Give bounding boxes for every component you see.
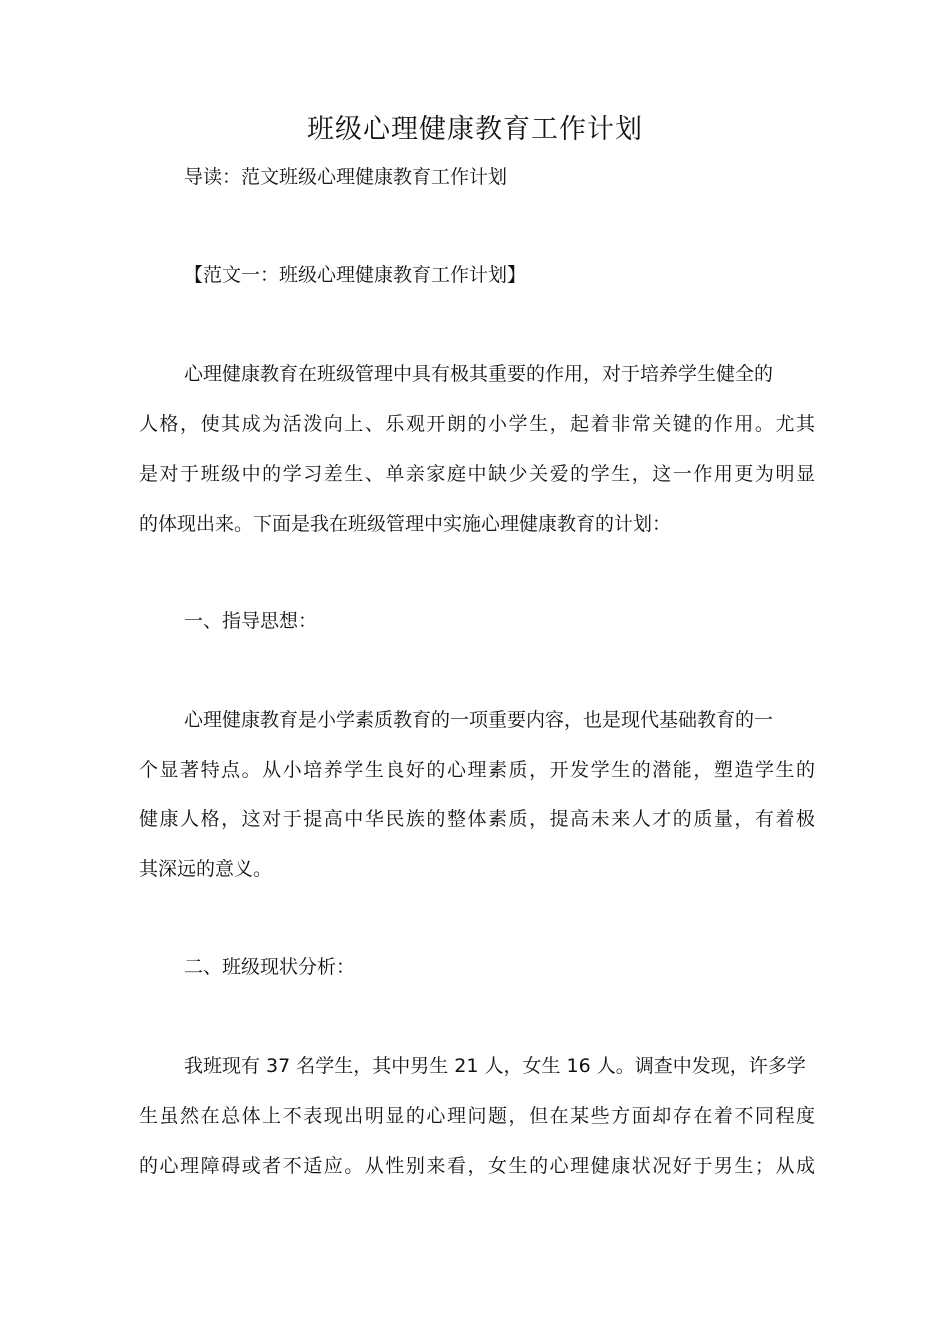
section-heading: 【范文一：班级心理健康教育工作计划】 [184, 264, 527, 286]
heading-guiding-ideas: 一、指导思想： [184, 610, 318, 632]
document-title: 班级心理健康教育工作计划 [307, 114, 643, 145]
paragraph-1-line-4: 的体现出来。下面是我在班级管理中实施心理健康教育的计划： [139, 513, 672, 535]
paragraph-2-line-2: 个显著特点。从小培养学生良好的心理素质，开发学生的潜能，塑造学生的 [139, 759, 815, 781]
paragraph-2-line-3: 健康人格，这对于提高中华民族的整体素质，提高未来人才的质量，有着极 [139, 808, 815, 830]
heading-class-status: 二、班级现状分析： [184, 956, 356, 978]
paragraph-1-line-2: 人格，使其成为活泼向上、乐观开朗的小学生，起着非常关键的作用。尤其 [139, 413, 815, 435]
paragraph-1-line-1: 心理健康教育在班级管理中具有极其重要的作用，对于培养学生健全的 [184, 363, 774, 385]
lead-text: 导读：范文班级心理健康教育工作计划 [184, 166, 508, 188]
paragraph-3-line-1: 我班现有 37 名学生，其中男生 21 人，女生 16 人。调查中发现，许多学 [184, 1055, 806, 1077]
paragraph-1-line-3: 是对于班级中的学习差生、单亲家庭中缺少关爱的学生，这一作用更为明显 [139, 463, 815, 485]
paragraph-2-line-4: 其深远的意义。 [139, 858, 273, 880]
paragraph-2-line-1: 心理健康教育是小学素质教育的一项重要内容，也是现代基础教育的一 [184, 709, 774, 731]
paragraph-3-line-3: 的心理障碍或者不适应。从性别来看，女生的心理健康状况好于男生；从成 [139, 1155, 815, 1177]
paragraph-3-line-2: 生虽然在总体上不表现出明显的心理问题，但在某些方面却存在着不同程度 [139, 1105, 815, 1127]
